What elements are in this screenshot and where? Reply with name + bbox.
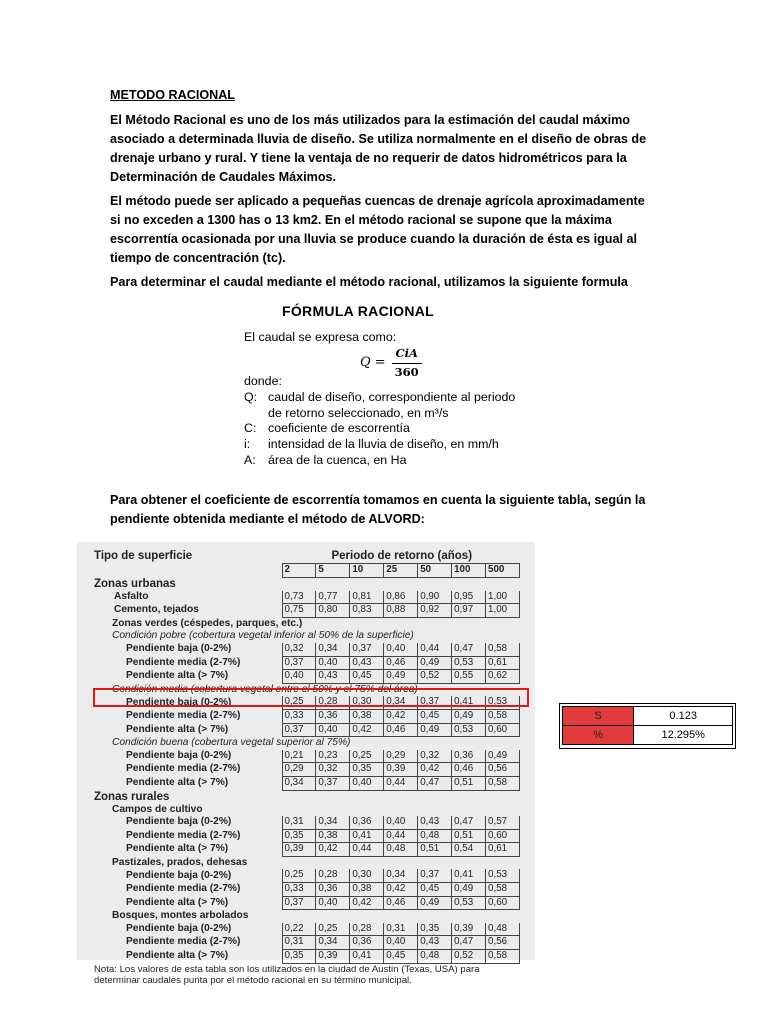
page-title: METODO RACIONAL bbox=[110, 88, 236, 102]
coefficient-cell: 0,41 bbox=[350, 829, 384, 843]
row-label: Cemento, tejados bbox=[114, 604, 199, 616]
coefficient-cell: 0,34 bbox=[384, 696, 418, 709]
row-label: Pendiente alta (> 7%) bbox=[126, 776, 229, 788]
row-label: Pendiente baja (0-2%) bbox=[126, 923, 232, 935]
coefficient-cell: 0,36 bbox=[350, 816, 384, 829]
row-label: Condición media (cobertura vegetal entre el 50% y el 75% del área) bbox=[112, 683, 418, 695]
coefficient-cell: 0,37 bbox=[350, 643, 384, 656]
row-label: Campos de cultivo bbox=[112, 803, 203, 815]
period-header-cell: 5 bbox=[316, 564, 350, 578]
formula-where: donde: bbox=[244, 374, 282, 388]
coefficient-cell: 0,53 bbox=[452, 723, 486, 737]
row-label: Pendiente media (2-7%) bbox=[126, 656, 241, 668]
definition-text: de retorno seleccionado, en m³/s bbox=[268, 405, 449, 420]
coefficient-cell: 0,49 bbox=[452, 709, 486, 723]
coefficient-cell: 0,23 bbox=[316, 750, 350, 763]
coefficient-cell: 0,34 bbox=[316, 816, 350, 829]
coefficient-cell: 0,32 bbox=[316, 763, 350, 777]
table-section-row bbox=[92, 630, 520, 643]
coefficient-cell: 0,46 bbox=[384, 723, 418, 737]
row-label: Pendiente media (2-7%) bbox=[126, 709, 241, 721]
coefficient-cell: 0,35 bbox=[282, 829, 316, 843]
table-section-row bbox=[92, 577, 520, 591]
coefficient-cell: 0,25 bbox=[282, 869, 316, 882]
coefficient-cell: 0,51 bbox=[452, 776, 486, 790]
coefficient-cell: 0,57 bbox=[486, 816, 520, 829]
coefficient-cell: 0,47 bbox=[418, 776, 452, 790]
runoff-coefficient-table-image bbox=[77, 542, 535, 986]
table-row bbox=[92, 869, 520, 882]
coefficient-cell: 0,62 bbox=[486, 670, 520, 684]
coefficient-cell: 0,28 bbox=[316, 696, 350, 709]
coefficient-cell: 0,55 bbox=[452, 670, 486, 684]
table-row bbox=[92, 936, 520, 950]
formula-definition bbox=[244, 437, 515, 453]
coefficient-cell: 0,34 bbox=[282, 776, 316, 790]
definition-symbol: C: bbox=[244, 421, 257, 436]
coefficient-cell: 0,25 bbox=[316, 923, 350, 936]
table-row bbox=[92, 763, 520, 777]
table-section-row bbox=[92, 910, 520, 923]
period-header-cell: 25 bbox=[384, 564, 418, 578]
coefficient-cell: 0,45 bbox=[418, 883, 452, 897]
coefficient-cell: 0,43 bbox=[418, 816, 452, 829]
table-note-row bbox=[92, 963, 520, 986]
row-label: Pastizales, prados, dehesas bbox=[112, 856, 248, 868]
coefficient-cell: 0,33 bbox=[282, 709, 316, 723]
coefficient-cell: 0,21 bbox=[282, 750, 316, 763]
coefficient-cell: 0,46 bbox=[384, 656, 418, 670]
coefficient-cell: 0,25 bbox=[282, 696, 316, 709]
coefficient-cell: 0,58 bbox=[486, 950, 520, 964]
coefficient-cell: 0,38 bbox=[350, 883, 384, 897]
table-row bbox=[92, 591, 520, 604]
row-label: Pendiente media (2-7%) bbox=[126, 763, 241, 775]
coefficient-cell: 0,39 bbox=[282, 843, 316, 857]
coefficient-cell: 0,35 bbox=[350, 763, 384, 777]
coefficient-cell: 0,36 bbox=[316, 709, 350, 723]
coefficient-cell: 0,61 bbox=[486, 843, 520, 857]
paragraph-applicability: El método puede ser aplicado a pequeñas cuencas de drenaje agrícola aproximadamente si no exceden a 1300 has o 13 km2. En el método racional se supone que la máxima escorrentía ocasionada por una lluvia se produce cuando la duración de ésta es igual al tiempo de concentración (tc). bbox=[110, 194, 645, 265]
coefficient-cell: 0,51 bbox=[452, 829, 486, 843]
coefficient-cell: 0,75 bbox=[282, 604, 316, 618]
coefficient-cell: 0,29 bbox=[384, 750, 418, 763]
coefficient-cell: 0,47 bbox=[452, 936, 486, 950]
coefficient-cell: 0,42 bbox=[350, 896, 384, 910]
coefficient-cell: 0,32 bbox=[418, 750, 452, 763]
coefficient-cell: 0,97 bbox=[452, 604, 486, 618]
coefficient-cell: 0,88 bbox=[384, 604, 418, 618]
coefficient-cell: 0,37 bbox=[282, 896, 316, 910]
coefficient-cell: 0,41 bbox=[452, 696, 486, 709]
row-label: Pendiente alta (> 7%) bbox=[126, 670, 229, 682]
definition-symbol: i: bbox=[244, 437, 251, 452]
coefficient-cell: 0,48 bbox=[384, 843, 418, 857]
coefficient-cell: 0,60 bbox=[486, 896, 520, 910]
result-value: 0.123 bbox=[634, 707, 733, 726]
surface-type-header: Tipo de superficie bbox=[94, 549, 193, 562]
coefficient-cell: 0,31 bbox=[282, 816, 316, 829]
coefficient-cell: 0,36 bbox=[452, 750, 486, 763]
coefficient-cell: 0,58 bbox=[486, 776, 520, 790]
coefficient-cell: 0,33 bbox=[282, 883, 316, 897]
result-row bbox=[563, 726, 733, 745]
coefficient-cell: 0,43 bbox=[418, 936, 452, 950]
coefficient-cell: 0,48 bbox=[486, 923, 520, 936]
definition-text: área de la cuenca, en Ha bbox=[268, 452, 407, 467]
coefficient-cell: 0,37 bbox=[418, 869, 452, 882]
table-row bbox=[92, 950, 520, 964]
row-label: Pendiente alta (> 7%) bbox=[126, 950, 229, 962]
coefficient-cell: 0,86 bbox=[384, 591, 418, 604]
row-label: Pendiente media (2-7%) bbox=[126, 883, 241, 895]
coefficient-cell: 0,40 bbox=[384, 643, 418, 656]
row-label: Condición pobre (cobertura vegetal inferior al 50% de la superficie) bbox=[112, 630, 414, 642]
coefficient-cell: 0,53 bbox=[452, 656, 486, 670]
coefficient-cell: 0,34 bbox=[384, 869, 418, 882]
coefficient-cell: 0,42 bbox=[316, 843, 350, 857]
coefficient-cell: 0,36 bbox=[316, 883, 350, 897]
table-row bbox=[92, 843, 520, 857]
coefficient-cell: 0,54 bbox=[452, 843, 486, 857]
formula-definitions bbox=[244, 374, 515, 469]
definition-symbol: A: bbox=[244, 452, 256, 467]
coefficient-cell: 0,90 bbox=[418, 591, 452, 604]
coefficient-cell: 0,40 bbox=[384, 816, 418, 829]
definition-text: coeficiente de escorrentía bbox=[268, 421, 410, 436]
row-label: Pendiente baja (0-2%) bbox=[126, 816, 232, 828]
coefficient-cell: 0,37 bbox=[418, 696, 452, 709]
table-row bbox=[92, 709, 520, 723]
definition-symbol: Q: bbox=[244, 389, 258, 404]
coefficient-cell: 0,53 bbox=[486, 696, 520, 709]
table-section-row bbox=[92, 737, 520, 750]
paragraph-formula-lead: Para determinar el caudal mediante el método racional, utilizamos la siguiente formula bbox=[110, 275, 628, 289]
formula-lhs: Q = bbox=[360, 355, 386, 371]
coefficient-cell: 0,49 bbox=[384, 670, 418, 684]
formula-intro: El caudal se expresa como: bbox=[244, 330, 397, 344]
coefficient-cell: 0,40 bbox=[316, 896, 350, 910]
row-label: Zonas urbanas bbox=[94, 577, 176, 590]
coefficient-cell: 0,25 bbox=[350, 750, 384, 763]
coefficient-cell: 0,37 bbox=[282, 723, 316, 737]
coefficient-cell: 0,42 bbox=[350, 723, 384, 737]
coefficient-cell: 0,41 bbox=[350, 950, 384, 964]
coefficient-cell: 0,44 bbox=[384, 829, 418, 843]
coefficient-cell: 0,73 bbox=[282, 591, 316, 604]
coefficient-cell: 0,28 bbox=[350, 923, 384, 936]
period-header-cell: 10 bbox=[350, 564, 384, 578]
row-label: Pendiente baja (0-2%) bbox=[126, 696, 232, 708]
period-header-cell: 100 bbox=[452, 564, 486, 578]
coefficient-cell: 0,30 bbox=[350, 696, 384, 709]
row-label: Pendiente alta (> 7%) bbox=[126, 843, 229, 855]
period-header-cell: 500 bbox=[486, 564, 520, 578]
coefficient-cell: 0,48 bbox=[418, 950, 452, 964]
coefficient-cell: 0,34 bbox=[316, 643, 350, 656]
table-row bbox=[92, 829, 520, 843]
fraction-bar bbox=[392, 363, 422, 364]
table-section-row bbox=[92, 790, 520, 804]
coefficient-cell: 0,58 bbox=[486, 883, 520, 897]
coefficient-cell: 0,44 bbox=[384, 776, 418, 790]
coefficient-cell: 0,43 bbox=[350, 656, 384, 670]
row-label: Pendiente baja (0-2%) bbox=[126, 749, 232, 761]
formula-definition bbox=[244, 421, 515, 437]
row-label: Pendiente baja (0-2%) bbox=[126, 869, 232, 881]
table-row bbox=[92, 776, 520, 790]
result-row bbox=[563, 707, 733, 726]
period-header-cell: 2 bbox=[282, 564, 316, 578]
coefficient-cell: 0,31 bbox=[384, 923, 418, 936]
coefficient-cell: 0,81 bbox=[350, 591, 384, 604]
runoff-coefficient-table bbox=[92, 549, 520, 986]
highlight-box bbox=[93, 688, 529, 707]
definition-text: intensidad de la lluvia de diseño, en mm/h bbox=[268, 437, 499, 452]
coefficient-cell: 0,56 bbox=[486, 936, 520, 950]
coefficient-cell: 0,60 bbox=[486, 723, 520, 737]
coefficient-cell: 0,45 bbox=[350, 670, 384, 684]
coefficient-cell: 0,47 bbox=[452, 643, 486, 656]
row-label: Bosques, montes arbolados bbox=[112, 910, 249, 922]
coefficient-cell: 0,53 bbox=[486, 869, 520, 882]
coefficient-cell: 0,83 bbox=[350, 604, 384, 618]
coefficient-cell: 0,95 bbox=[452, 591, 486, 604]
row-label: Zonas verdes (céspedes, parques, etc.) bbox=[112, 617, 303, 629]
formula-definition bbox=[244, 453, 515, 469]
coefficient-cell: 0,49 bbox=[452, 883, 486, 897]
coefficient-cell: 0,35 bbox=[418, 923, 452, 936]
coefficient-cell: 0,43 bbox=[316, 670, 350, 684]
coefficient-cell: 0,40 bbox=[384, 936, 418, 950]
table-row bbox=[92, 656, 520, 670]
row-label: Asfalto bbox=[114, 590, 149, 602]
coefficient-cell: 0,37 bbox=[282, 656, 316, 670]
row-label: Pendiente media (2-7%) bbox=[126, 829, 241, 841]
coefficient-cell: 0,40 bbox=[282, 670, 316, 684]
coefficient-cell: 0,40 bbox=[350, 776, 384, 790]
coefficient-cell: 0,49 bbox=[418, 723, 452, 737]
coefficient-cell: 0,42 bbox=[384, 883, 418, 897]
coefficient-cell: 0,45 bbox=[384, 950, 418, 964]
table-row bbox=[92, 670, 520, 684]
coefficient-cell: 0,38 bbox=[316, 829, 350, 843]
coefficient-cell: 0,46 bbox=[452, 763, 486, 777]
coefficient-cell: 0,53 bbox=[452, 896, 486, 910]
coefficient-cell: 0,30 bbox=[350, 869, 384, 882]
coefficient-cell: 0,38 bbox=[350, 709, 384, 723]
coefficient-cell: 0,48 bbox=[418, 829, 452, 843]
coefficient-cell: 0,49 bbox=[418, 656, 452, 670]
coefficient-cell: 0,40 bbox=[316, 656, 350, 670]
table-row bbox=[92, 883, 520, 897]
coefficient-cell: 0,52 bbox=[452, 950, 486, 964]
coefficient-cell: 0,58 bbox=[486, 643, 520, 656]
table-row bbox=[92, 723, 520, 737]
row-label: Zonas rurales bbox=[94, 790, 170, 803]
coefficient-cell: 0,47 bbox=[452, 816, 486, 829]
coefficient-cell: 0,39 bbox=[316, 950, 350, 964]
coefficient-cell: 0,49 bbox=[418, 896, 452, 910]
coefficient-cell: 0,58 bbox=[486, 709, 520, 723]
definition-text: caudal de diseño, correspondiente al periodo bbox=[268, 389, 516, 404]
formula-numerator: CiA bbox=[395, 346, 418, 360]
coefficient-cell: 0,80 bbox=[316, 604, 350, 618]
coefficient-cell: 0,42 bbox=[418, 763, 452, 777]
return-period-header: Periodo de retorno (años) bbox=[331, 549, 473, 562]
table-section-row bbox=[92, 617, 520, 630]
coefficient-cell: 0,22 bbox=[282, 923, 316, 936]
row-label: Pendiente alta (> 7%) bbox=[126, 896, 229, 908]
header-spacer bbox=[92, 564, 282, 578]
coefficient-cell: 0,41 bbox=[452, 869, 486, 882]
coefficient-cell: 0,37 bbox=[316, 776, 350, 790]
paragraph-intro: El Método Racional es uno de los más utilizados para la estimación del caudal máximo asociado a determinada lluvia de diseño. Se utiliza normalmente en el diseño de obras de drenaje urbano y rural. Y tiene la ventaja de no requerir de datos hidrométricos para la Determinación de Caudales Máximos. bbox=[110, 113, 647, 184]
coefficient-cell: 0,32 bbox=[282, 643, 316, 656]
paragraph-table-lead: Para obtener el coeficiente de escorrentía tomamos en cuenta la siguiente tabla, según la pendiente obtenida mediante el método de ALVORD: bbox=[110, 493, 646, 526]
coefficient-cell: 0,28 bbox=[316, 869, 350, 882]
coefficient-cell: 0,56 bbox=[486, 763, 520, 777]
coefficient-cell: 0,29 bbox=[282, 763, 316, 777]
table-section-row bbox=[92, 804, 520, 817]
coefficient-cell: 0,49 bbox=[486, 750, 520, 763]
coefficient-cell: 0,39 bbox=[384, 763, 418, 777]
table-row bbox=[92, 604, 520, 618]
coefficient-cell: 0,40 bbox=[316, 723, 350, 737]
coefficient-cell: 0,60 bbox=[486, 829, 520, 843]
coefficient-cell: 0,52 bbox=[418, 670, 452, 684]
coefficient-cell: 0,46 bbox=[384, 896, 418, 910]
coefficient-cell: 0,42 bbox=[384, 709, 418, 723]
result-value: 12.295% bbox=[634, 726, 733, 745]
row-label: Condición buena (cobertura vegetal superior al 75%) bbox=[112, 737, 351, 749]
slope-result-table bbox=[559, 703, 736, 749]
result-key: % bbox=[563, 726, 634, 745]
period-header-cell: 50 bbox=[418, 564, 452, 578]
coefficient-cell: 0,77 bbox=[316, 591, 350, 604]
coefficient-cell: 0,92 bbox=[418, 604, 452, 618]
coefficient-cell: 0,34 bbox=[316, 936, 350, 950]
formula-denominator: 360 bbox=[394, 364, 419, 379]
formula-definition bbox=[244, 406, 515, 422]
table-row bbox=[92, 896, 520, 910]
table-row bbox=[92, 923, 520, 936]
table-row bbox=[92, 643, 520, 656]
row-label: Pendiente alta (> 7%) bbox=[126, 723, 229, 735]
coefficient-cell: 1,00 bbox=[486, 604, 520, 618]
coefficient-cell: 0,45 bbox=[418, 709, 452, 723]
coefficient-cell: 0,51 bbox=[418, 843, 452, 857]
formula-title: FÓRMULA RACIONAL bbox=[282, 303, 435, 319]
rational-formula-figure bbox=[242, 300, 542, 468]
definition-symbol bbox=[244, 406, 268, 422]
coefficient-cell: 0,44 bbox=[418, 643, 452, 656]
row-label: Pendiente baja (0-2%) bbox=[126, 643, 232, 655]
table-note: Nota: Los valores de esta tabla son los utilizados en la ciudad de Austin (Texas, USA) para determinar caudales punta por el método racional en su término municipal. bbox=[94, 963, 480, 986]
coefficient-cell: 1,00 bbox=[486, 591, 520, 604]
coefficient-cell: 0,61 bbox=[486, 656, 520, 670]
table-row bbox=[92, 750, 520, 763]
row-label: Pendiente media (2-7%) bbox=[126, 936, 241, 948]
formula-definition bbox=[244, 390, 515, 406]
coefficient-cell: 0,35 bbox=[282, 950, 316, 964]
coefficient-cell: 0,31 bbox=[282, 936, 316, 950]
result-key: S bbox=[563, 707, 634, 726]
coefficient-cell: 0,44 bbox=[350, 843, 384, 857]
coefficient-cell: 0,39 bbox=[452, 923, 486, 936]
coefficient-cell: 0,36 bbox=[350, 936, 384, 950]
table-section-row bbox=[92, 856, 520, 869]
table-row bbox=[92, 816, 520, 829]
